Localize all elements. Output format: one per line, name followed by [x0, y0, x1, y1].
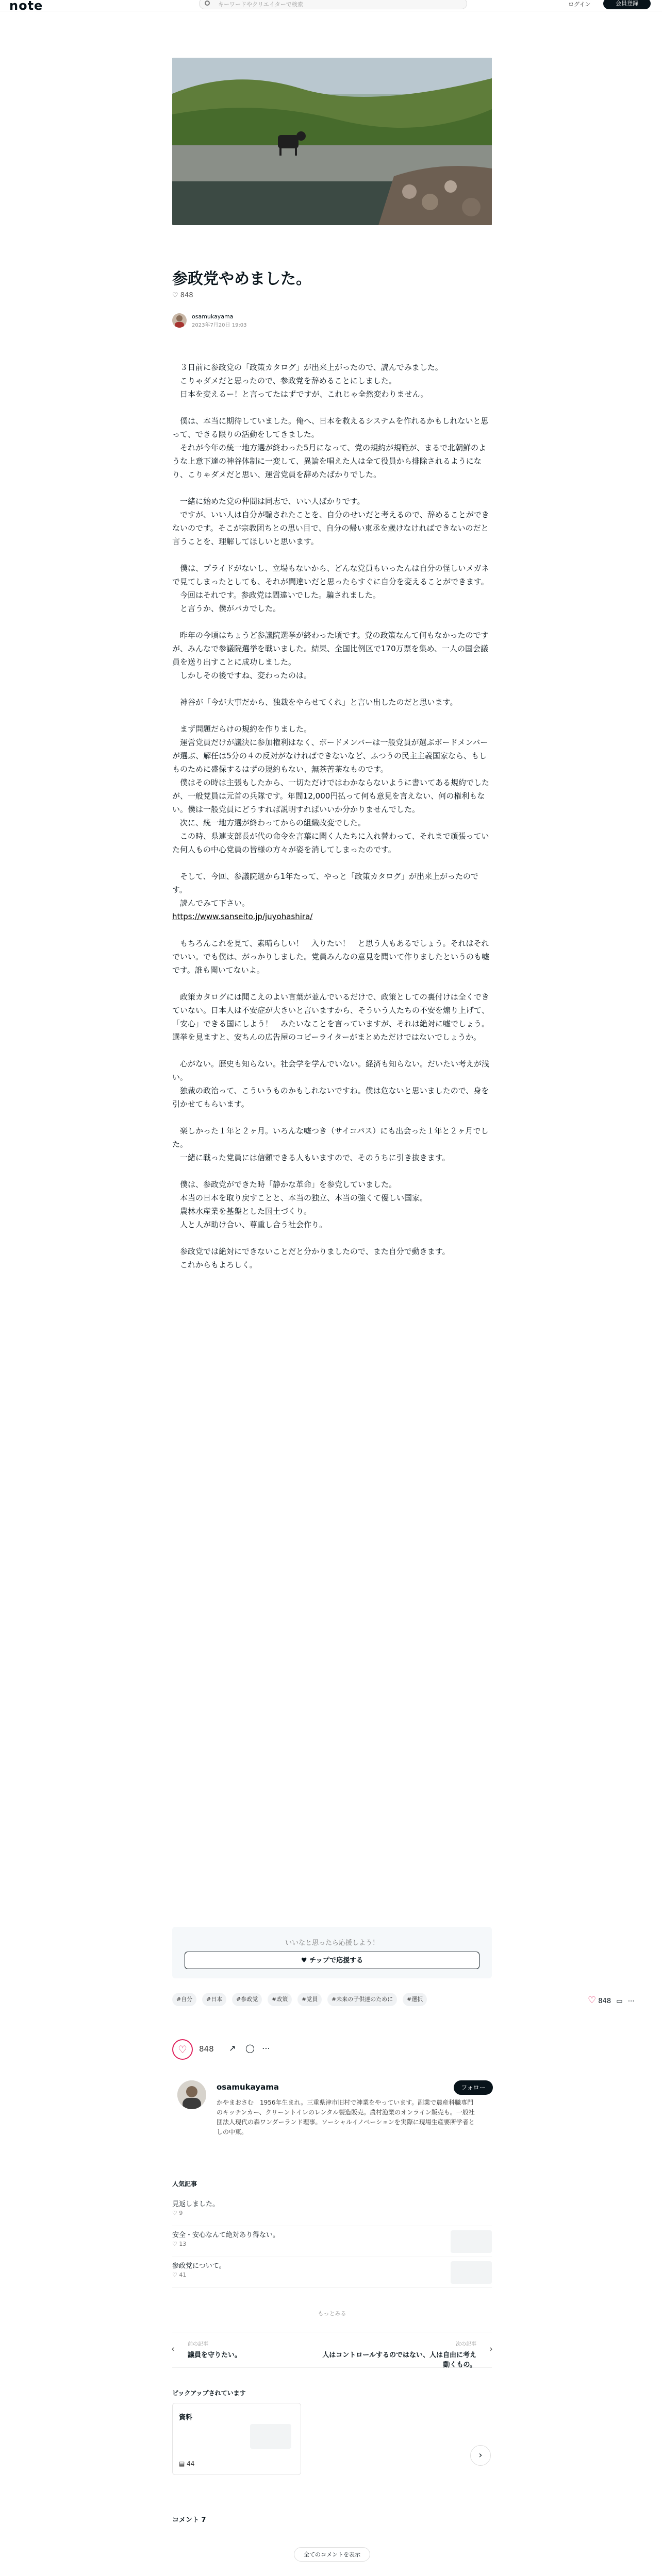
paragraph: 僕は、プライドがないし、立場もないから、どんな党員もいったんは自分の怪しいメガネで見てしまったとしても、それが間違いだと思ったらすぐに自分を変えることができます。 今回はそれです。参政党は間違いでした。騙されました。 と言うか、僕がバカでした。: [172, 564, 489, 613]
paragraph: 楽しかった１年と２ヶ月。いろんな嘘つき（サイコパス）にも出会った１年と２ヶ月でした。 一緒に戦った党員には信頼できる人もいますので、そのうちに引き抜きます。: [172, 1126, 489, 1162]
popular-title: 人気記事: [172, 2180, 197, 2188]
note-logo[interactable]: note: [9, 0, 43, 13]
popular-item-title: 参政党について。: [172, 2262, 226, 2270]
popular-more-link[interactable]: もっとみる: [318, 2310, 346, 2317]
profile-name[interactable]: osamukayama: [217, 2082, 279, 2092]
tag[interactable]: #未来の子供達のために: [327, 1993, 397, 2006]
tag-list: [172, 1993, 492, 2008]
tag[interactable]: #選択: [403, 1993, 427, 2006]
hero-landscape-image: [172, 58, 492, 225]
side-like-count: 848: [598, 1997, 611, 2005]
share-icon[interactable]: ↗: [229, 2043, 236, 2053]
card-title: 資料: [179, 2414, 193, 2421]
author-name[interactable]: osamukayama: [192, 313, 234, 320]
popular-item-likes: ♡ 41: [172, 2272, 187, 2278]
carousel-next-button[interactable]: ›: [470, 2445, 491, 2466]
tag[interactable]: #参政党: [232, 1993, 262, 2006]
search-input[interactable]: [199, 0, 467, 9]
side-heart-icon[interactable]: ♡: [588, 1995, 597, 2006]
popular-item-title: 安全・安心なんて絶対あり得ない。: [172, 2231, 280, 2239]
comment-icon[interactable]: ◯: [245, 2043, 255, 2053]
tip-button[interactable]: [185, 1952, 479, 1969]
side-bookmark-icon[interactable]: ▭: [616, 1997, 623, 2005]
list-item[interactable]: [172, 2257, 492, 2288]
author-profile: [172, 2080, 492, 2142]
chevron-right-icon[interactable]: ›: [489, 2344, 493, 2354]
signup-button[interactable]: 会員登録: [603, 0, 651, 9]
paragraph: ３日前に参政党の「政策カタログ」が出来上がったので、読んでみました。 こりゃダメだと思ったので、参政党を辞めることにしました。 日本を変えるー！と言ってたはずですが、これじゃ全然変わりません。: [180, 363, 443, 399]
card-count: ▤ 44: [179, 2460, 195, 2467]
next-article[interactable]: [322, 2340, 476, 2369]
comments-count: 7: [201, 2516, 206, 2524]
popular-articles: [172, 2179, 492, 2288]
paragraph: 参政党では絶対にできないことだと分かりましたので、また自分で動きます。 これからもよろしく。: [180, 1247, 450, 1269]
paragraph: 一緒に始めた党の仲間は同志で、いい人ばかりです。 ですが、いい人は自分が騙されたことを、自分のせいだと考えるので、辞めることができないのです。そこが宗教团ちとの思い目で、自分の帰い東丞を歳けなければできないのだと言うことを、理解してほしいと思います。: [172, 497, 489, 546]
paragraph: そして、今回、参議院選から1年たって、やっと「政策カタログ」が出来上がったのです。 読んでみて下さい。: [172, 872, 478, 908]
prev-next-nav: [172, 2332, 492, 2368]
profile-avatar-image: [177, 2080, 206, 2109]
hero-image: [172, 58, 492, 225]
paragraph: もちろんこれを見て、素晴らしい！ 入りたい！ と思う人もあるでしょう。それはそれでいい。でも僕は、がっかりしました。党員みんなの意見を聞いて作りましたというのも嘘です。誰も聞いてないよ。: [172, 939, 490, 975]
support-box: [172, 1927, 492, 1978]
prev-title: 議員を守りたい。: [188, 2351, 242, 2359]
policy-link[interactable]: https://www.sanseito.jp/juyohashira/: [172, 912, 313, 921]
popular-item-likes: ♡ 13: [172, 2241, 187, 2247]
article-title: 参政党やめました。: [172, 270, 311, 288]
search-placeholder: キーワードやクリエイターで検索: [218, 1, 303, 8]
side-more-icon[interactable]: ⋯: [627, 1997, 635, 2005]
chevron-left-icon[interactable]: ‹: [171, 2344, 175, 2354]
author-avatar[interactable]: [172, 313, 187, 328]
support-text: いいなと思ったら応援しよう！: [285, 1939, 379, 1947]
tag[interactable]: #自分: [172, 1993, 196, 2006]
article-body: [172, 361, 492, 1285]
pickup-section: [172, 2388, 492, 2467]
popular-item-title: 見返しました。: [172, 2200, 220, 2208]
pickup-title: ピックアップされています: [172, 2389, 246, 2397]
top-like-number: 848: [180, 292, 193, 299]
paragraph: まず問題だらけの規約を作りました。 運営党員だけが議決に参加権利はなく、ボードメンバーは一般党員が選ぶボードメンバーが選ぶ、解任は5分の４の反対がなければできないなど、ふつうの民主主義国家なら、もしものために盛保するはずの規約もない、無茶苦茶なものです。 僕はその時は主張もしたから、一切ただけではわかならないように書いてある規約でしたが、一般党員は元首の兵隊です。年間12,000円払って何も意見を言えない、何の権利もない。僕は一般党員にどうすれば説明すればいいか分かりませんでした。 次に、統一地方選が終わってからの組織改変でした。 この時、県連支部長が代の命令を言葉に聞く人たちに入れ替わって、それまで頑張っていた何人もの中心党員の皆様の方々が姿を消してしまったのです。: [172, 724, 490, 854]
popular-item-thumbnail: [451, 2261, 492, 2284]
floating-actions: [588, 1995, 635, 2006]
tag[interactable]: #日本: [202, 1993, 226, 2006]
popular-item-thumbnail: [451, 2230, 492, 2253]
paragraph: 僕は、本当に期待していました。俺へ、日本を救えるシステムを作れるかもしれないと思って、できる限りの活動をしてきました。 それが今年の統一地方選が終わった5月になって、党の規約が規範が、まるで北朝鮮のような上意下達の神谷体制に一変して、異論を唱えた人は全て役員から排除されるようになり、こりゃダメだと思い、運営党員を辞めたばかりでした。: [172, 416, 489, 479]
heart-icon: ♡: [172, 292, 178, 299]
follow-button[interactable]: フォロー: [454, 2080, 493, 2095]
top-like-count[interactable]: [172, 292, 193, 299]
popular-item-likes: ♡ 9: [172, 2210, 183, 2216]
like-count: 848: [199, 2044, 214, 2054]
more-icon[interactable]: ⋯: [262, 2043, 270, 2053]
list-item[interactable]: [172, 2195, 492, 2226]
paragraph: 昨年の今頃はちょうど参議院選挙が終わった頃です。党の政策なんて何もなかったのですが、みんなで参議院選挙を戦いました。結果、全国比例区で170万票を集め、一人の国会議員を送り出すことに成功しました。 しかしその後ですね、変わったのは。: [172, 631, 489, 680]
publish-date: 2023年7月20日 19:03: [192, 323, 247, 328]
tag[interactable]: #党員: [297, 1993, 322, 2006]
search-icon: [205, 1, 210, 6]
action-row: [172, 2039, 492, 2060]
tag[interactable]: #政策: [268, 1993, 292, 2006]
paragraph: 心がない。歴史も知らない。社会学を学んでいない。経済も知らない。だいたい考えが浅い。 独裁の政治って、こういうものかもしれないですね。僕は危ないと思いましたので、身を引かせてもらいます。: [172, 1059, 490, 1109]
site-header: [0, 0, 662, 11]
login-link[interactable]: ログイン: [568, 1, 591, 8]
like-button[interactable]: ♡: [172, 2039, 193, 2060]
next-label: 次の記事: [456, 2342, 476, 2347]
popular-item-like-count: 41: [179, 2272, 187, 2278]
profile-bio: かやまおさむ 1956年生まれ。三重県津市旧村で神業をやっています。副業で農産科職専門のキッチンカー、クリーントイレのレンタル製造販売。農村漁業のオンライン販売も。一般社団法人現代の森ワンダーランド理事。ソーシャルイノベーションを実際に現場生産要所学者としの中東。: [217, 2099, 475, 2136]
next-title: 人はコントロールするのではない、人は自由に考え動くもの。: [322, 2351, 476, 2369]
popular-item-like-count: 9: [179, 2210, 183, 2216]
tip-icon: ♥: [301, 1957, 310, 1964]
paragraph: 政策カタログには聞こえのよい言葉が並んでいるだけで、政策としての裏付けは全くできていない。日本人は不安症が大きいと言いますから、そういう人たちの不安を煽り上げて、「安心」できる国にしよう！ みたいなことを言っていますが、それは絶対に嘘でしょう。選挙を見ますと、安ちんの広告屋のコピーライターがまとめただけではないでしょうか。: [172, 992, 490, 1042]
comments-title: [172, 2514, 492, 2524]
prev-label: 前の記事: [188, 2342, 208, 2347]
prev-article[interactable]: [188, 2340, 241, 2359]
profile-avatar[interactable]: [177, 2080, 206, 2109]
paragraph: 僕は、参政党ができた時「静かな革命」を参党していました。 本当の日本を取り戻すことと、本当の独立、本当の強くて優しい国家。 農林水産業を基盤とした国土づくり。 人と人が助け合い、尊重し合う社会作り。: [180, 1180, 428, 1229]
card-thumbnail: [250, 2424, 291, 2449]
popular-item-like-count: 13: [179, 2241, 187, 2247]
tip-label: チップで応援する: [309, 1957, 363, 1964]
show-all-comments-button[interactable]: 全てのコメントを表示: [294, 2547, 370, 2562]
list-item[interactable]: [172, 2226, 492, 2257]
magazine-card[interactable]: [172, 2403, 301, 2475]
card-count-number: 44: [187, 2460, 195, 2467]
paragraph: 神谷が「今が大事だから、独裁をやらせてくれ」と言い出したのだと思います。: [172, 698, 458, 707]
author-avatar-image: [172, 313, 187, 328]
comments-title-text: コメント: [172, 2516, 200, 2524]
comments-section: [172, 2514, 492, 2558]
